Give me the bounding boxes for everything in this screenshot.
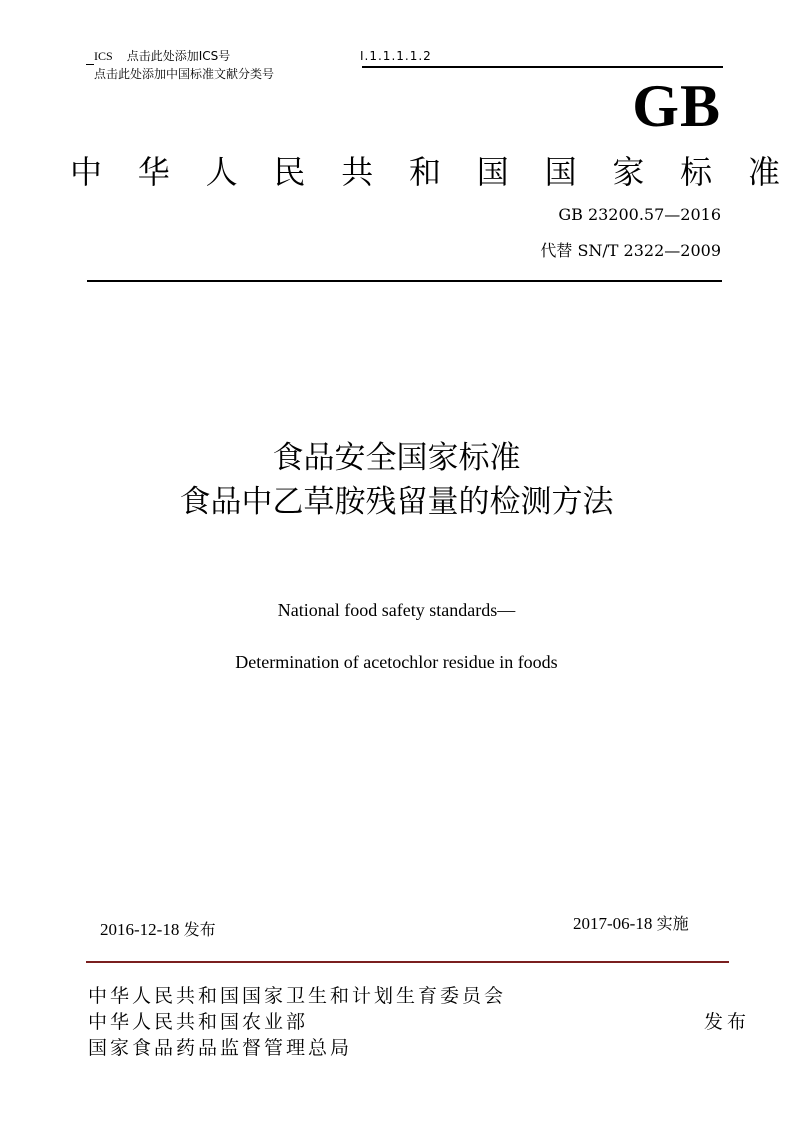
issuer-item: 国家食品药品监督管理总局 — [88, 1037, 353, 1059]
replaces-standard: 代替 SN/T 2322—2009 — [540, 241, 721, 260]
banner-char: 国 — [544, 153, 577, 191]
banner-char: 和 — [408, 153, 441, 191]
issue-date-value: 2016-12-18 — [100, 920, 180, 939]
gb-logo: GB — [632, 73, 721, 139]
title-divider — [87, 280, 722, 282]
footer-divider — [86, 961, 729, 963]
ccs-placeholder[interactable]: 点击此处添加中国标准文献分类号 — [94, 67, 275, 81]
banner-char: 家 — [612, 153, 645, 191]
ics-label: ICS — [94, 49, 113, 63]
standard-number: GB 23200.57—2016 — [558, 205, 721, 224]
national-standard-banner — [70, 152, 780, 192]
issuer-item: 中华人民共和国国家卫生和计划生育委员会 — [88, 985, 507, 1007]
publish-label: 发布 — [704, 1011, 751, 1033]
ics-field[interactable] — [94, 49, 230, 63]
title-cn-line1: 食品安全国家标准 — [272, 440, 521, 476]
ics-marker-line — [86, 64, 94, 65]
banner-char: 人 — [205, 153, 238, 191]
banner-char: 民 — [273, 153, 306, 191]
implementation-date — [573, 913, 689, 935]
banner-char: 准 — [747, 153, 780, 191]
classification-code: I.1.1.1.1.2 — [360, 49, 432, 63]
implementation-date-label: 实施 — [656, 914, 689, 933]
banner-char: 中 — [70, 153, 103, 191]
ics-placeholder[interactable]: 点击此处添加ICS号 — [126, 49, 231, 63]
title-en-line1: National food safety standards— — [277, 600, 516, 620]
title-en-line2: Determination of acetochlor residue in foods — [235, 652, 558, 672]
title-cn-line2: 食品中乙草胺残留量的检测方法 — [179, 484, 614, 520]
header-rule — [362, 66, 723, 68]
issuer-item: 中华人民共和国农业部 — [88, 1011, 309, 1033]
banner-char: 标 — [680, 153, 713, 191]
issue-date — [100, 919, 216, 941]
banner-char: 国 — [476, 153, 509, 191]
banner-char: 共 — [341, 153, 374, 191]
issuer-list — [88, 983, 506, 1061]
implementation-date-value: 2017-06-18 — [573, 914, 653, 933]
issue-date-label: 发布 — [183, 920, 216, 939]
banner-char: 华 — [137, 153, 170, 191]
